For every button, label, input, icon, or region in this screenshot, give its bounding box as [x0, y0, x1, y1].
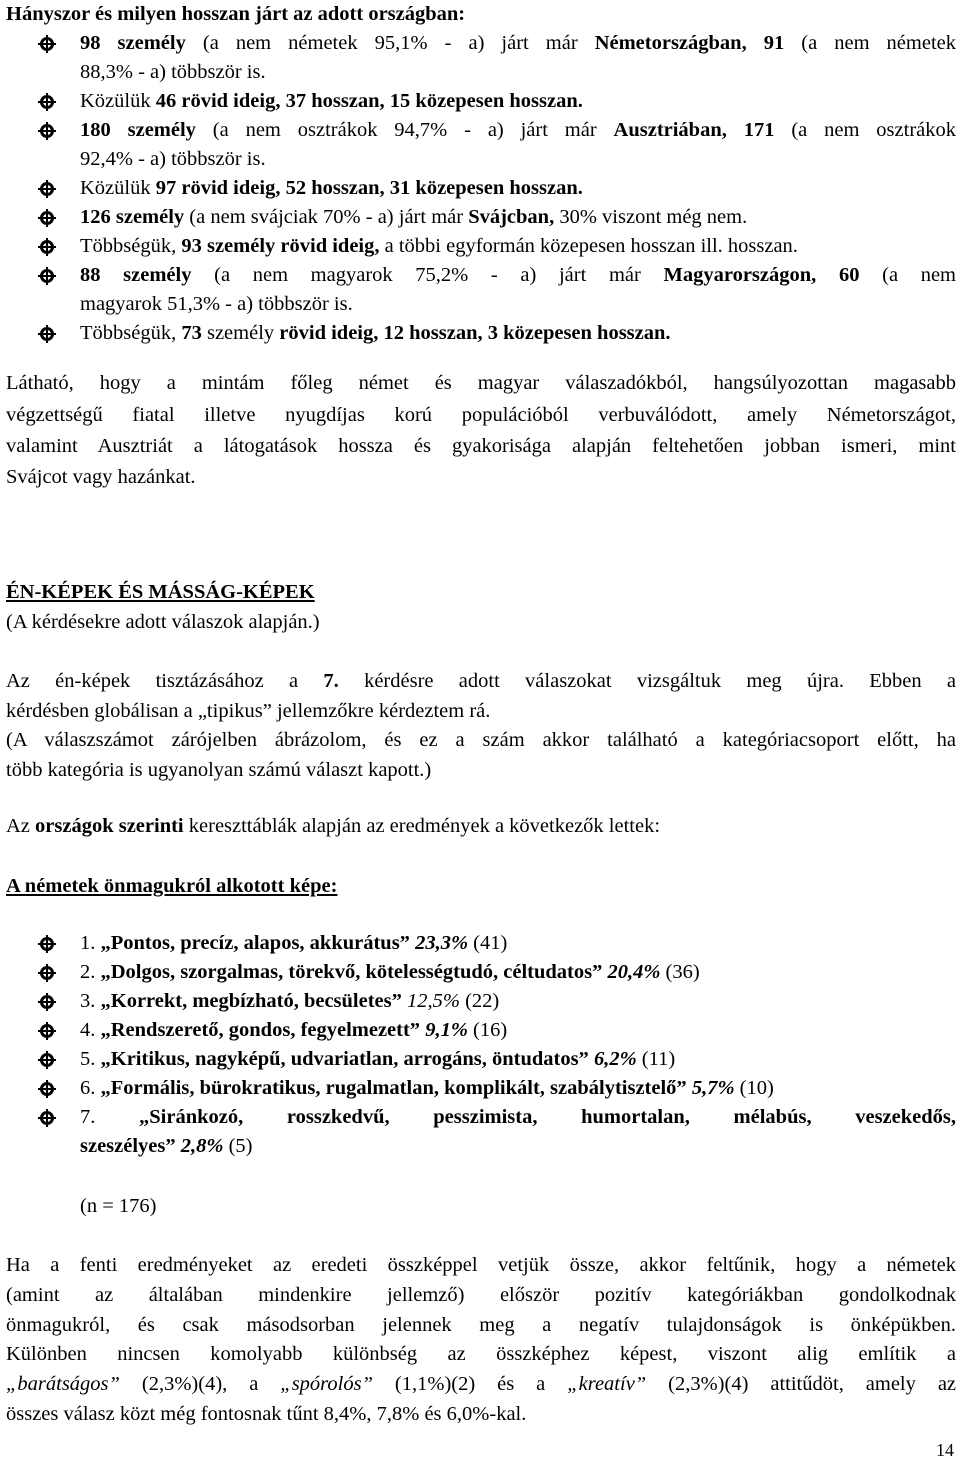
- paragraph-line: [6, 667, 956, 696]
- text-run: (amint az általában mindenkire jellemző) először pozitív kategóriákban gondolkodnak: [6, 1284, 956, 1306]
- text-run: 7.: [323, 670, 339, 692]
- text-run: Ha a fenti eredményeket az eredeti összképpel vetjük össze, akkor feltűnik, hogy a németek: [6, 1254, 956, 1276]
- bullet-line: [80, 116, 956, 145]
- text-run: (a nem: [859, 264, 956, 286]
- text-run: 93 személy rövid ideig,: [181, 235, 380, 257]
- list-item-line: [80, 929, 956, 958]
- text-run: Az: [6, 815, 36, 837]
- list-item-line: [80, 987, 956, 1016]
- paragraph-line: (A válaszszámot zárójelben ábrázolom, és ez a szám akkor található a kategóriacsoport előtt, ha: [6, 729, 956, 751]
- paragraph-line: [6, 1340, 956, 1369]
- text-run: (41): [468, 932, 508, 954]
- text-run: (2,3%)(4) attitűdöt, amely az: [646, 1373, 957, 1395]
- text-run: 12,5%: [407, 990, 460, 1012]
- text-run: (10): [734, 1077, 774, 1099]
- german-self-image-heading: A németek önmagukról alkotott képe:: [6, 875, 338, 897]
- bullet-icon: [40, 211, 54, 225]
- paragraph-line: [6, 697, 956, 726]
- text-run: (a nem németek: [784, 32, 956, 54]
- section-heading-visits: Hányszor és milyen hosszan járt az adott országban:: [6, 3, 466, 25]
- text-run: „Korrekt, megbízható, becsületes”: [100, 990, 402, 1012]
- bullet-line: [80, 58, 956, 87]
- bullet-line: [80, 319, 956, 348]
- bullet-line: [80, 87, 956, 116]
- bullet-icon: [40, 1082, 54, 1096]
- text-run: 5.: [80, 1048, 101, 1070]
- paragraph-line: Látható, hogy a mintám főleg német és magyar válaszadókból, hangsúlyozottan magasabb: [6, 372, 956, 394]
- text-run: Magyarországon, 60: [663, 264, 860, 286]
- bullet-line: [80, 261, 956, 290]
- text-run: 6.: [80, 1077, 101, 1099]
- text-run: (5): [223, 1135, 253, 1157]
- text-run: (a nem osztrákok 94,7% - a) járt már: [195, 119, 614, 141]
- text-run: 5,7%: [691, 1077, 735, 1099]
- text-run: „Formális, bürokratikus, rugalmatlan, komplikált, szabálytisztelő”: [100, 1077, 687, 1099]
- text-run: Közülük: [80, 177, 156, 199]
- text-run: önmagukról, és csak másodsorban jelennek meg a negatív tulajdonságok is önképükben.: [6, 1314, 956, 1336]
- text-run: Különben nincsen komolyabb különbség az összképhez képest, viszont alig említik a: [6, 1343, 956, 1365]
- bullet-icon: [40, 269, 54, 283]
- text-run: szeszélyes”: [80, 1135, 176, 1157]
- paragraph-line: Svájcot vagy hazánkat.: [6, 466, 196, 488]
- text-run: személy: [201, 322, 280, 344]
- bullet-line: [80, 232, 956, 261]
- text-run: 6,2%: [593, 1048, 637, 1070]
- text-run: 3.: [80, 990, 101, 1012]
- bullet-icon: [40, 240, 54, 254]
- bullet-icon: [40, 182, 54, 196]
- text-run: 7.: [80, 1106, 140, 1128]
- text-run: „barátságos”: [6, 1373, 120, 1395]
- text-run: Svájcban,: [468, 206, 555, 228]
- bullet-line: [80, 174, 956, 203]
- text-run: „Rendszerető, gondos, fegyelmezett”: [100, 1019, 421, 1041]
- paragraph-line: végzettségű fiatal illetve nyugdíjas korú populációból verbuválódott, amely Németországot,: [6, 404, 956, 426]
- text-run: (a nem németek 95,1% - a) járt már: [185, 32, 595, 54]
- text-run: (11): [636, 1048, 676, 1070]
- paragraph-line: [6, 1251, 956, 1280]
- text-run: 2.: [80, 961, 101, 983]
- list-item-line: [80, 1016, 956, 1045]
- text-run: 2,8%: [180, 1135, 224, 1157]
- text-run: 73: [181, 322, 202, 344]
- text-run: országok szerinti: [35, 815, 184, 837]
- bullet-icon: [40, 966, 54, 980]
- text-run: 92,4% - a) többször is.: [80, 148, 266, 170]
- text-run: (2,3%)(4), a: [119, 1373, 281, 1395]
- text-run: (22): [459, 990, 500, 1012]
- text-run: 180 személy: [80, 119, 196, 141]
- bullet-icon: [40, 995, 54, 1009]
- text-run: (1,1%)(2) és a: [372, 1373, 568, 1395]
- text-run: a többi egyformán közepesen hosszan ill. hosszan.: [379, 235, 798, 257]
- bullet-line: [80, 145, 956, 174]
- list-item-line: [80, 1045, 956, 1074]
- text-run: 97 rövid ideig, 52 hosszan, 31 közepesen hosszan.: [155, 177, 583, 199]
- bullet-icon: [40, 1053, 54, 1067]
- text-run: rövid ideig, 12 hosszan, 3 közepesen hosszan.: [279, 322, 671, 344]
- text-run: Többségük,: [80, 235, 182, 257]
- text-run: 88 személy: [80, 264, 192, 286]
- paragraph-line: [6, 1370, 956, 1399]
- bullet-icon: [40, 1024, 54, 1038]
- text-run: (a nem svájciak 70% - a) járt már: [184, 206, 469, 228]
- section-title-self-images: ÉN-KÉPEK ÉS MÁSSÁG-KÉPEK: [6, 581, 315, 603]
- bullet-icon: [40, 1111, 54, 1125]
- text-run: 1.: [80, 932, 101, 954]
- bullet-icon: [40, 124, 54, 138]
- text-run: 4.: [80, 1019, 101, 1041]
- text-run: „Siránkozó, rosszkedvű, pesszimista, humortalan, mélabús, veszekedős,: [139, 1106, 957, 1128]
- text-run: „kreatív”: [567, 1373, 647, 1395]
- text-run: Az én-képek tisztázásához a: [6, 670, 324, 692]
- text-run: 46 rövid ideig, 37 hosszan, 15 közepesen hosszan.: [155, 90, 583, 112]
- text-run: 23,3%: [415, 932, 469, 954]
- paragraph-line: [6, 1400, 956, 1429]
- paragraph-line: [6, 812, 956, 841]
- text-run: 20,4%: [607, 961, 661, 983]
- text-run: 30% viszont még nem.: [554, 206, 748, 228]
- text-run: „spórolós”: [280, 1373, 373, 1395]
- text-run: 9,1%: [425, 1019, 468, 1041]
- text-run: 98 személy: [80, 32, 186, 54]
- text-run: (36): [660, 961, 700, 983]
- bullet-icon: [40, 327, 54, 341]
- paragraph-line: több kategória is ugyanolyan számú választ kapott.): [6, 759, 432, 781]
- text-run: magyarok 51,3% - a) többször is.: [80, 293, 353, 315]
- list-item-line: [80, 1103, 956, 1132]
- text-run: Többségük,: [80, 322, 182, 344]
- bullet-line: [80, 29, 956, 58]
- bullet-icon: [40, 937, 54, 951]
- bullet-line: [80, 203, 956, 232]
- text-run: kérdésre adott válaszokat vizsgáltuk meg újra. Ebben a: [338, 670, 956, 692]
- section-subtitle: (A kérdésekre adott válaszok alapján.): [6, 611, 320, 633]
- page-number: 14: [936, 1440, 954, 1460]
- text-run: (a nem osztrákok: [774, 119, 957, 141]
- text-run: 88,3% - a) többször is.: [80, 61, 266, 83]
- text-run: Németországban, 91: [594, 32, 785, 54]
- paragraph-line: valamint Ausztriát a látogatások hossza és gyakorisága alapján feltehetően jobban ismeri, mint: [6, 435, 956, 457]
- list-item-line: [80, 1074, 956, 1103]
- text-run: összes válasz közt még fontosnak tűnt 8,4%, 7,8% és 6,0%-kal.: [6, 1403, 527, 1425]
- text-run: „Kritikus, nagyképű, udvariatlan, arrogáns, öntudatos”: [100, 1048, 589, 1070]
- text-run: 126 személy: [80, 206, 185, 228]
- text-run: (16): [467, 1019, 508, 1041]
- list-item-line: [80, 1132, 956, 1161]
- bullet-line: [80, 290, 956, 319]
- text-run: Ausztriában, 171: [613, 119, 775, 141]
- paragraph-line: [6, 1281, 956, 1310]
- text-run: kereszttáblák alapján az eredmények a következők lettek:: [183, 815, 661, 837]
- list-item-line: [80, 958, 956, 987]
- bullet-icon: [40, 95, 54, 109]
- text-run: (a nem magyarok 75,2% - a) járt már: [191, 264, 664, 286]
- text-run: „Pontos, precíz, alapos, akkurátus”: [100, 932, 410, 954]
- paragraph-line: [6, 1311, 956, 1340]
- text-run: „Dolgos, szorgalmas, törekvő, kötelességtudó, céltudatos”: [100, 961, 603, 983]
- bullet-icon: [40, 37, 54, 51]
- text-run: Közülük: [80, 90, 156, 112]
- sample-size: (n = 176): [80, 1195, 157, 1217]
- text-run: kérdésben globálisan a „tipikus” jellemzőkre kérdeztem rá.: [6, 700, 491, 722]
